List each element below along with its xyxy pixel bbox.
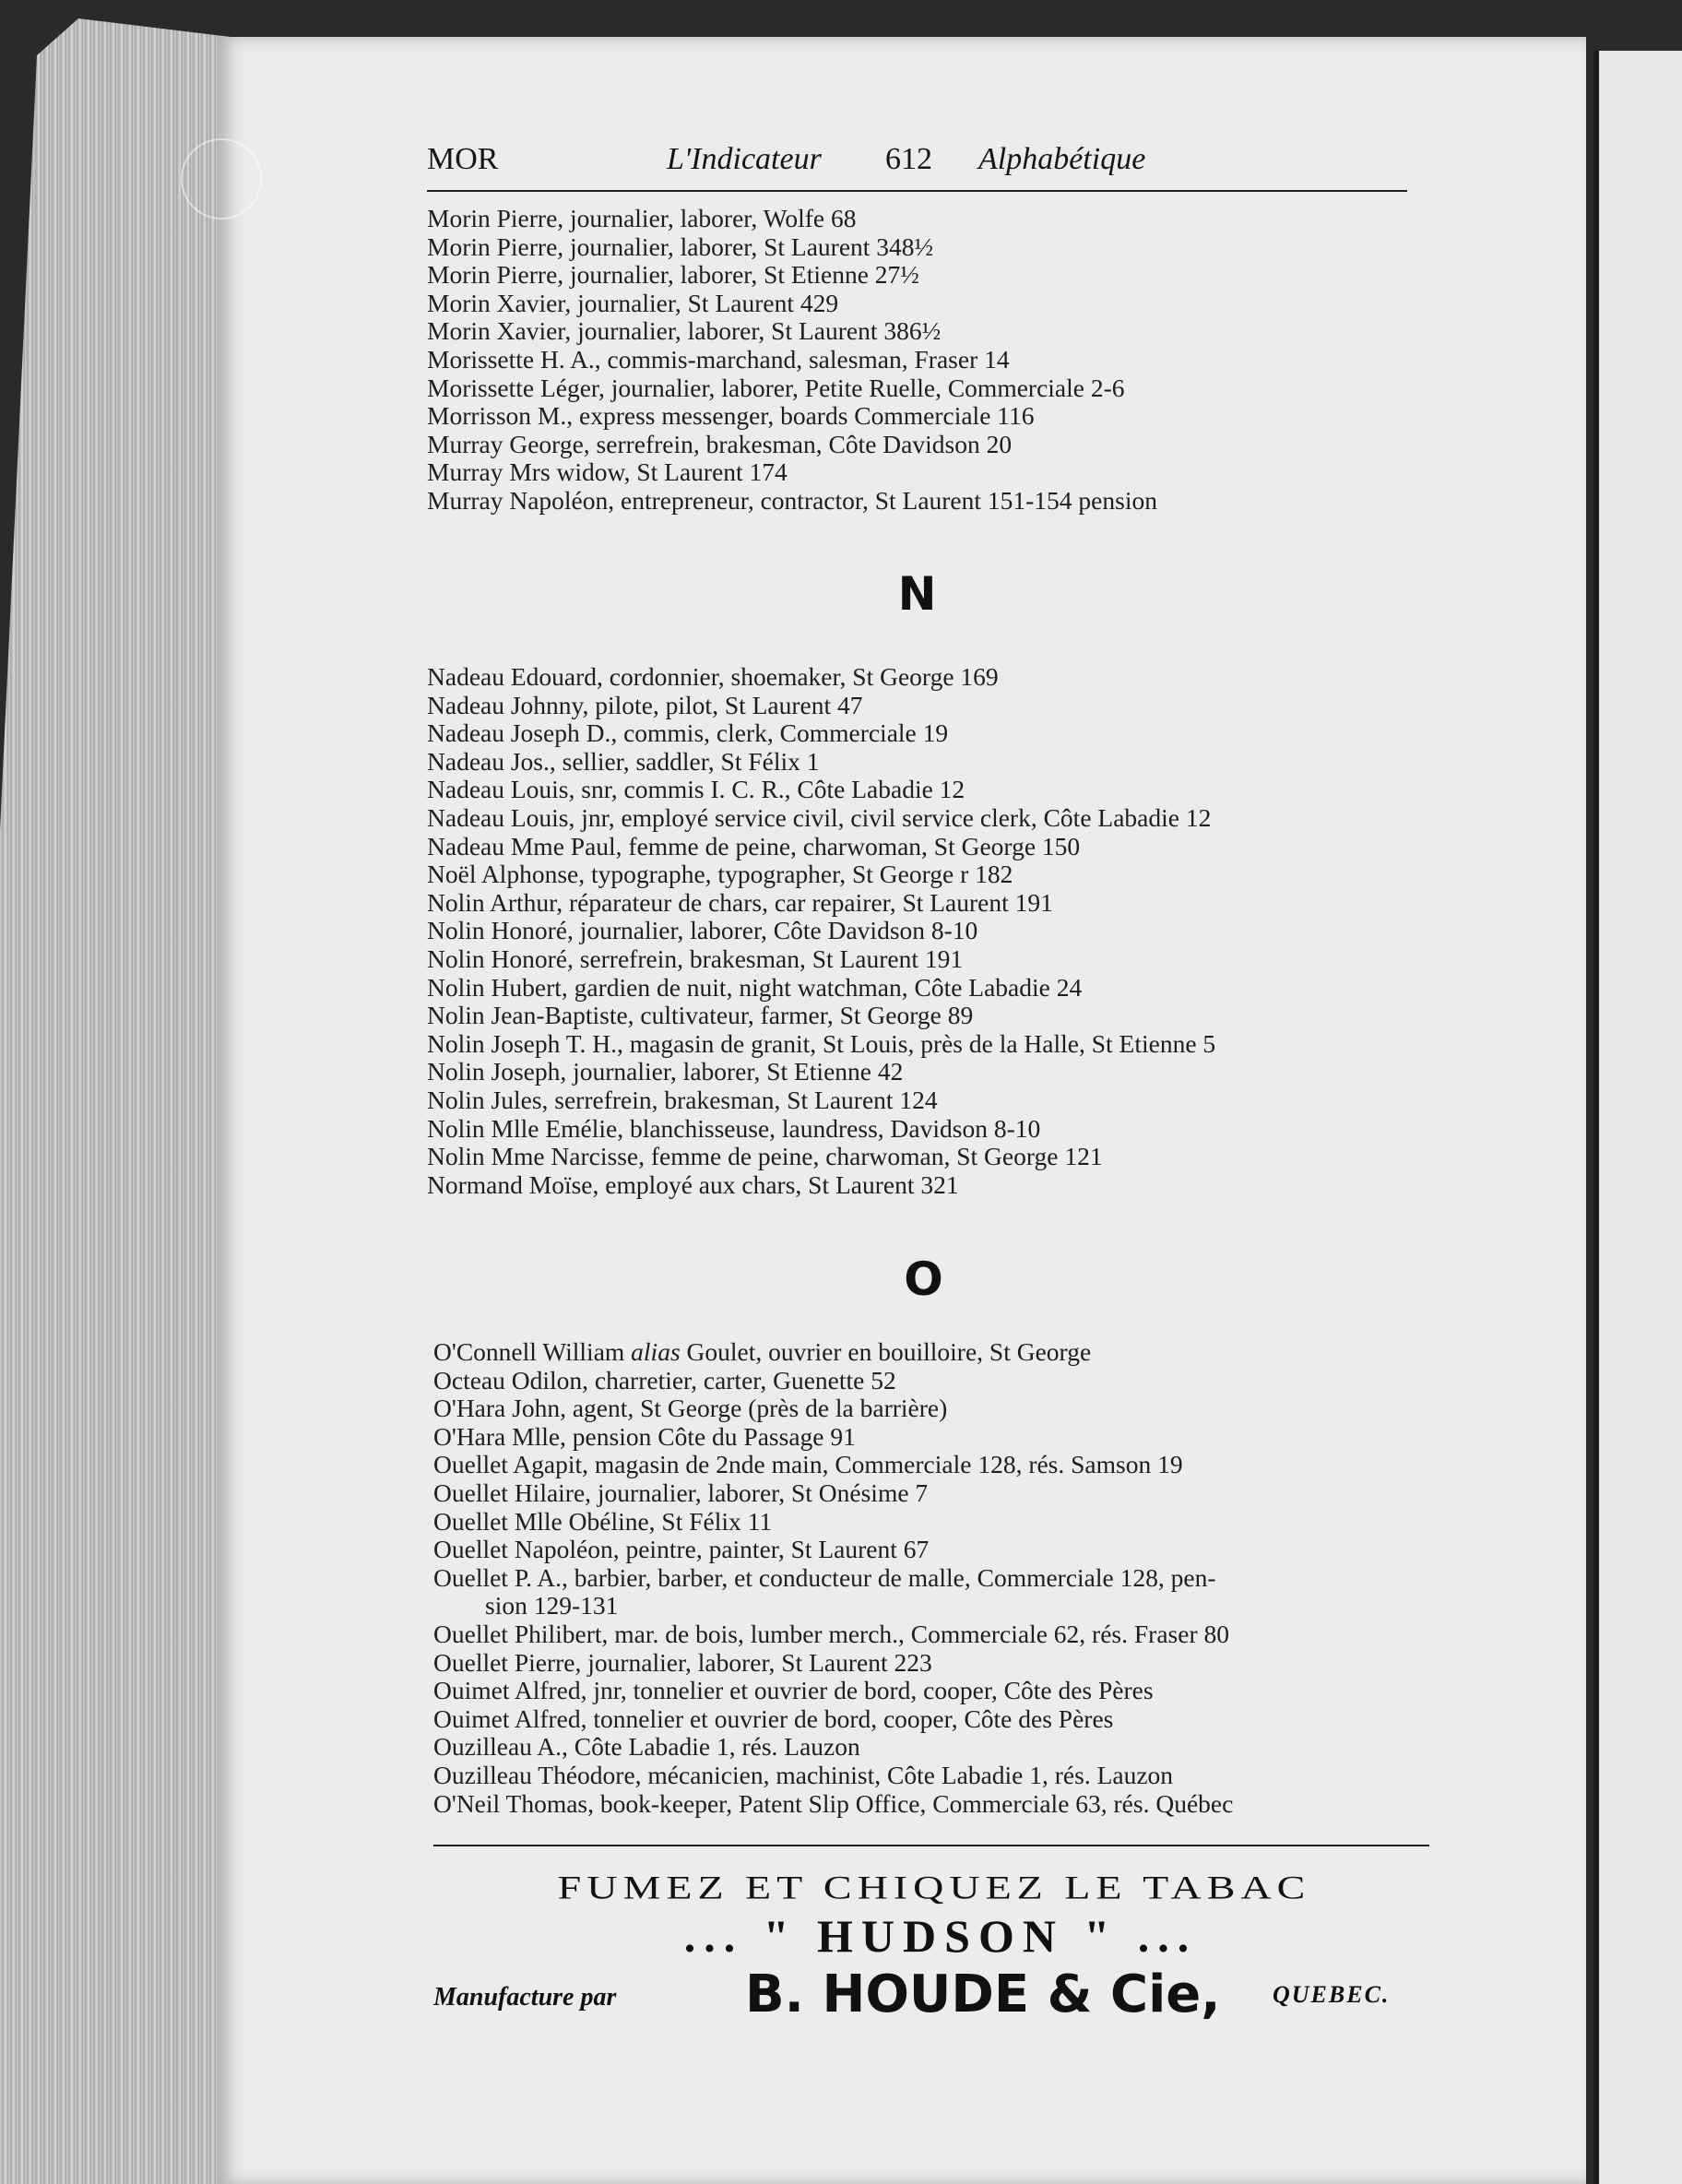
advert-rule xyxy=(433,1845,1429,1846)
directory-entry: Nolin Jules, serrefrein, brakesman, St Laurent 124 xyxy=(427,1085,938,1114)
directory-entry: Ouzilleau A., Côte Labadie 1, rés. Lauzon xyxy=(433,1732,860,1762)
directory-entry: Noël Alphonse, typographe, typographer, St George r 182 xyxy=(427,860,1013,889)
directory-entry: Ouellet Pierre, journalier, laborer, St Laurent 223 xyxy=(433,1647,932,1677)
directory-entry: Ouimet Alfred, jnr, tonnelier et ouvrier de bord, cooper, Côte des Pères xyxy=(433,1676,1154,1705)
directory-entry: Nadeau Edouard, cordonnier, shoemaker, St George 169 xyxy=(427,662,999,691)
directory-entry: Ouellet Agapit, magasin de 2nde main, Commerciale 128, rés. Samson 19 xyxy=(433,1450,1183,1479)
directory-entry: O'Hara John, agent, St George (près de la barrière) xyxy=(433,1394,948,1423)
directory-entry: Ouellet Hilaire, journalier, laborer, St Onésime 7 xyxy=(433,1478,929,1507)
directory-entry: Normand Moïse, employé aux chars, St Laurent 321 xyxy=(427,1169,959,1199)
directory-entry: Nolin Arthur, réparateur de chars, car repairer, St Laurent 191 xyxy=(427,887,1053,917)
advert-city: QUEBEC. xyxy=(1273,1981,1391,2008)
directory-entry: Nolin Joseph T. H., magasin de granit, St Louis, près de la Halle, St Etienne 5 xyxy=(427,1028,1216,1058)
directory-entry: Octeau Odilon, charretier, carter, Guenette 52 xyxy=(433,1365,896,1395)
directory-entry: Ouellet Philibert, mar. de bois, lumber merch., Commerciale 62, rés. Fraser 80 xyxy=(433,1619,1229,1648)
section-letter-o: O xyxy=(904,1252,943,1306)
entry-text: O'Connell William xyxy=(433,1337,632,1366)
section-letter-n: N xyxy=(897,567,937,621)
directory-entry: O'Neil Thomas, book-keeper, Patent Slip Office, Commerciale 63, rés. Québec xyxy=(433,1788,1234,1818)
directory-entry: Nadeau Johnny, pilote, pilot, St Laurent 47 xyxy=(427,690,863,719)
directory-entry: Ouellet Mlle Obéline, St Félix 11 xyxy=(433,1506,773,1536)
directory-entry: Nolin Jean-Baptiste, cultivateur, farmer, St George 89 xyxy=(427,1001,974,1030)
directory-entry: Nolin Joseph, journalier, laborer, St Etienne 42 xyxy=(427,1057,904,1086)
directory-entry: Morin Xavier, journalier, laborer, St Laurent 386½ xyxy=(427,316,942,346)
directory-entry: Morin Pierre, journalier, laborer, Wolfe 68 xyxy=(427,204,857,232)
directory-entry: Ouellet Napoléon, peintre, painter, St Laurent 67 xyxy=(433,1535,930,1564)
directory-entry: Murray Mrs widow, St Laurent 174 xyxy=(427,457,788,487)
advert-brand: ... " HUDSON " ... xyxy=(683,1910,1198,1962)
advert-slogan: FUMEZ ET CHIQUEZ LE TABAC xyxy=(557,1869,1311,1906)
directory-entry: Nolin Honoré, serrefrein, brakesman, St Laurent 191 xyxy=(427,944,964,973)
advert-firm-name: B. HOUDE & Cie, xyxy=(745,1964,1221,2024)
directory-entry: Morin Pierre, journalier, laborer, St Etienne 27½ xyxy=(427,260,919,290)
running-header xyxy=(427,138,1407,190)
entries-o xyxy=(433,1338,1448,1818)
header-rule xyxy=(427,190,1407,192)
advert-manufacturer xyxy=(433,1964,1429,2029)
directory-entry: Nolin Mme Narcisse, femme de peine, charwoman, St George 121 xyxy=(427,1142,1103,1171)
directory-entry: Nadeau Louis, snr, commis I. C. R., Côte Labadie 12 xyxy=(427,775,965,804)
directory-entry: Nadeau Jos., sellier, saddler, St Félix 1 xyxy=(427,746,820,776)
directory-entry: Murray Napoléon, entrepreneur, contractor, St Laurent 151-154 pension xyxy=(427,485,1157,515)
directory-entry: Murray George, serrefrein, brakesman, Côte Davidson 20 xyxy=(427,429,1013,458)
directory-entry: Nolin Honoré, journalier, laborer, Côte Davidson 8-10 xyxy=(427,916,978,945)
book-page-stack xyxy=(0,0,231,2184)
directory-entry: Ouellet P. A., barbier, barber, et conducteur de malle, Commerciale 128, pen- xyxy=(433,1562,1216,1592)
directory-entry: Morrisson M., express messenger, boards Commerciale 116 xyxy=(427,401,1035,431)
directory-entry: Morissette Léger, journalier, laborer, Petite Ruelle, Commerciale 2-6 xyxy=(427,373,1125,402)
directory-entry: Morissette H. A., commis-marchand, salesman, Fraser 14 xyxy=(427,344,1010,374)
directory-entry: Nolin Mlle Emélie, blanchisseuse, laundress, Davidson 8-10 xyxy=(427,1113,1041,1143)
entries-n xyxy=(427,663,1441,1199)
directory-entry: Morin Xavier, journalier, St Laurent 429 xyxy=(427,288,839,317)
directory-entry-continuation: sion 129-131 xyxy=(485,1591,619,1620)
directory-entry: O'Hara Mlle, pension Côte du Passage 91 xyxy=(433,1421,856,1451)
directory-entry: Nadeau Louis, jnr, employé service civil, civil service clerk, Côte Labadie 12 xyxy=(427,802,1212,832)
directory-entry: Morin Pierre, journalier, laborer, St Laurent 348½ xyxy=(427,231,934,261)
directory-entry: Ouzilleau Théodore, mécanicien, machinist, Côte Labadie 1, rés. Lauzon xyxy=(433,1760,1174,1789)
entry-text: Goulet, ouvrier en bouilloire, St George xyxy=(680,1337,1092,1366)
facing-page-edge xyxy=(1593,51,1682,2184)
advert-manufacturer-prefix: Manufacture par xyxy=(433,1983,617,2012)
header-section-code: MOR xyxy=(427,142,499,176)
page-number: 612 xyxy=(885,142,932,176)
directory-entry: Nadeau Joseph D., commis, clerk, Commerciale 19 xyxy=(427,718,949,748)
directory-entry xyxy=(433,1338,1448,1367)
scan-mark xyxy=(181,138,262,220)
directory-entry: Nadeau Mme Paul, femme de peine, charwoman, St George 150 xyxy=(427,831,1081,861)
entries-mor xyxy=(427,205,1441,516)
header-subtitle: Alphabétique xyxy=(978,142,1146,176)
directory-entry: Ouimet Alfred, tonnelier et ouvrier de bord, cooper, Côte des Pères xyxy=(433,1703,1114,1733)
entry-italic-text: alias xyxy=(631,1337,681,1366)
directory-entry: Nolin Hubert, gardien de nuit, night watchman, Côte Labadie 24 xyxy=(427,972,1083,1002)
header-title: L'Indicateur xyxy=(667,142,822,176)
